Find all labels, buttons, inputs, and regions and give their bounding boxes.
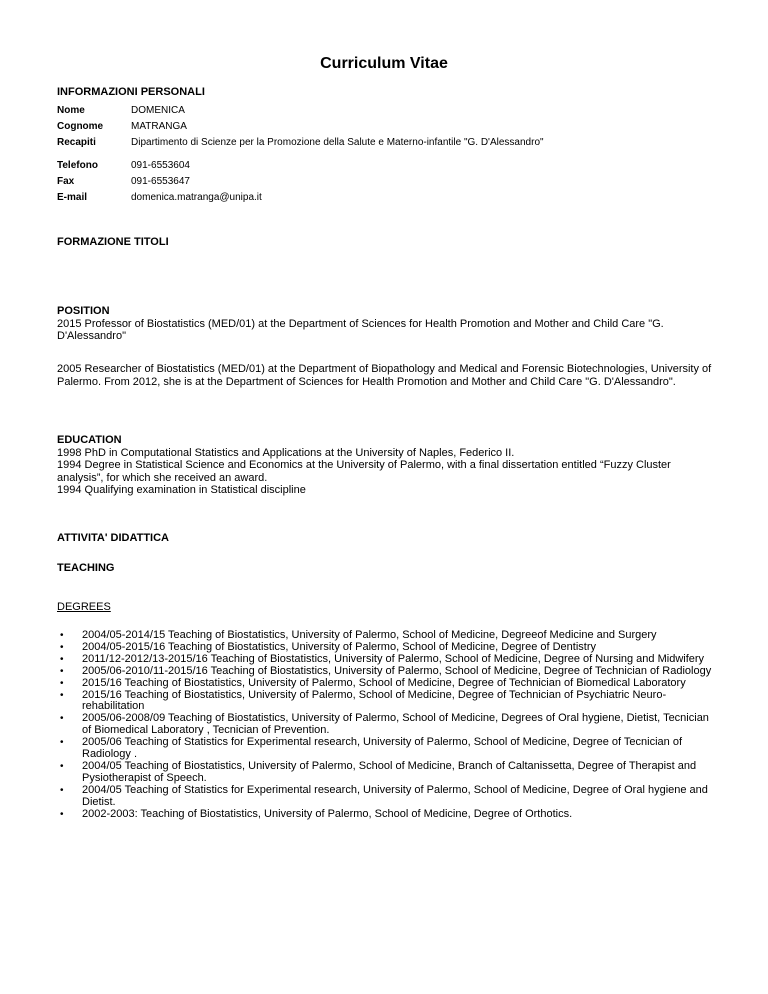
education-line: 1998 PhD in Computational Statistics and Applications at the University of Naples, Federico II.	[57, 446, 515, 459]
info-label: Recapiti	[57, 137, 96, 148]
personal-info-heading: INFORMAZIONI PERSONALI	[57, 86, 205, 98]
list-item	[57, 809, 721, 821]
list-item	[57, 761, 721, 785]
info-value: 091-6553604	[131, 160, 190, 171]
position-entry-block	[57, 363, 717, 388]
info-label: Fax	[57, 176, 75, 187]
info-row-email	[57, 191, 717, 205]
list-item	[57, 737, 721, 761]
education-line: 1994 Qualifying examination in Statistical discipline	[57, 484, 306, 497]
education-block	[57, 434, 717, 497]
list-item-text: 2015/16 Teaching of Biostatistics, University of Palermo, School of Medicine, Degree of Technician of Biomedical Laboratory	[82, 676, 686, 689]
info-label: Nome	[57, 105, 85, 116]
list-item-text: 2004/05-2014/15 Teaching of Biostatistics, University of Palermo, School of Medicine, Degreeof Medicine and Surgery	[82, 629, 657, 641]
list-item	[57, 785, 721, 809]
list-item-text: 2011/12-2012/13-2015/16 Teaching of Biostatistics, University of Palermo, School of Medicine, Degree of Nursing and Midwifery	[82, 652, 705, 665]
teaching-heading: TEACHING	[57, 562, 115, 574]
bullet-icon: •	[60, 677, 64, 689]
list-item-text: 2004/05 Teaching of Statistics for Experimental research, University of Palermo, School of Medicine, Degree of Oral hygiene and Dietist.	[82, 783, 708, 808]
info-value: domenica.matranga@unipa.it	[131, 192, 262, 203]
position-block	[57, 305, 717, 343]
bullet-icon: •	[60, 665, 64, 677]
document-title: Curriculum Vitae	[320, 55, 448, 72]
position-entry: 2015 Professor of Biostatistics (MED/01) at the Department of Sciences for Health Promotion and Mother and Child Care "G. D'Alessandro"	[57, 317, 664, 343]
list-item-text: 2005/06-2010/11-2015/16 Teaching of Biostatistics, University of Palermo, School of Medicine, Degree of Technician of Radiology	[82, 664, 712, 677]
list-item-text: 2005/06-2008/09 Teaching of Biostatistics, University of Palermo, School of Medicine, Degrees of Oral hygiene, Dietist, Tecnician of Biomedical Laboratory , Tecnician of Prevention.	[82, 712, 709, 737]
position-heading: POSITION	[57, 305, 110, 317]
info-row-cognome	[57, 120, 717, 134]
bullet-icon: •	[60, 713, 64, 725]
attivita-heading: ATTIVITA' DIDATTICA	[57, 532, 169, 544]
info-row-fax	[57, 175, 717, 189]
info-row-telefono	[57, 159, 717, 173]
bullet-icon: •	[60, 808, 64, 820]
list-item-text: 2005/06 Teaching of Statistics for Experimental research, University of Palermo, School of Medicine, Degree of Tecnician of Radiology .	[82, 736, 683, 761]
info-label: Telefono	[57, 160, 98, 171]
info-value: DOMENICA	[131, 105, 185, 116]
info-row-nome	[57, 104, 717, 118]
formazione-heading: FORMAZIONE TITOLI	[57, 236, 169, 248]
bullet-icon: •	[60, 653, 64, 665]
info-value: Dipartimento di Scienze per la Promozione della Salute e Materno-infantile "G. D'Alessandro"	[131, 137, 544, 148]
list-item-text: 2004/05 Teaching of Biostatistics, University of Palermo, School of Medicine, Branch of Caltanissetta, Degree of Therapist and Pysiotherapist of Speech.	[82, 759, 697, 784]
position-entry: 2005 Researcher of Biostatistics (MED/01) at the Department of Biopathology and Medical and Forensic Biotechnologies, University of Palermo. From 2012, she is at the Department of Sciences for Health Promotion and Mother and Child Care "G. D'Alessandro".	[57, 363, 712, 388]
list-item-text: 2004/05-2015/16 Teaching of Biostatistics, University of Palermo, School of Medicine, Degree of Dentistry	[82, 640, 597, 653]
education-line: 1994 Degree in Statistical Science and Economics at the University of Palermo, with a final dissertation entitled “Fuzzy Cluster analysis”, for which she received an award.	[57, 459, 671, 484]
bullet-icon: •	[60, 760, 64, 772]
bullet-icon: •	[60, 737, 64, 749]
list-item-text: 2002-2003: Teaching of Biostatistics, University of Palermo, School of Medicine, Degree of Orthotics.	[82, 807, 573, 820]
bullet-icon: •	[60, 689, 64, 701]
info-value: 091-6553647	[131, 176, 190, 187]
bullet-icon: •	[60, 784, 64, 796]
info-row-recapiti	[57, 136, 717, 150]
bullet-icon: •	[60, 641, 64, 653]
degrees-list	[57, 630, 721, 821]
info-label: E-mail	[57, 192, 88, 203]
info-value: MATRANGA	[131, 121, 187, 132]
list-item	[57, 690, 721, 714]
list-item-text: 2015/16 Teaching of Biostatistics, University of Palermo, School of Medicine, Degree of Technician of Psychiatric Neuro-rehabilitation	[82, 688, 667, 713]
bullet-icon: •	[60, 630, 64, 641]
education-heading: EDUCATION	[57, 434, 122, 446]
info-label: Cognome	[57, 121, 104, 132]
degrees-heading: DEGREES	[57, 601, 111, 613]
list-item	[57, 713, 721, 737]
